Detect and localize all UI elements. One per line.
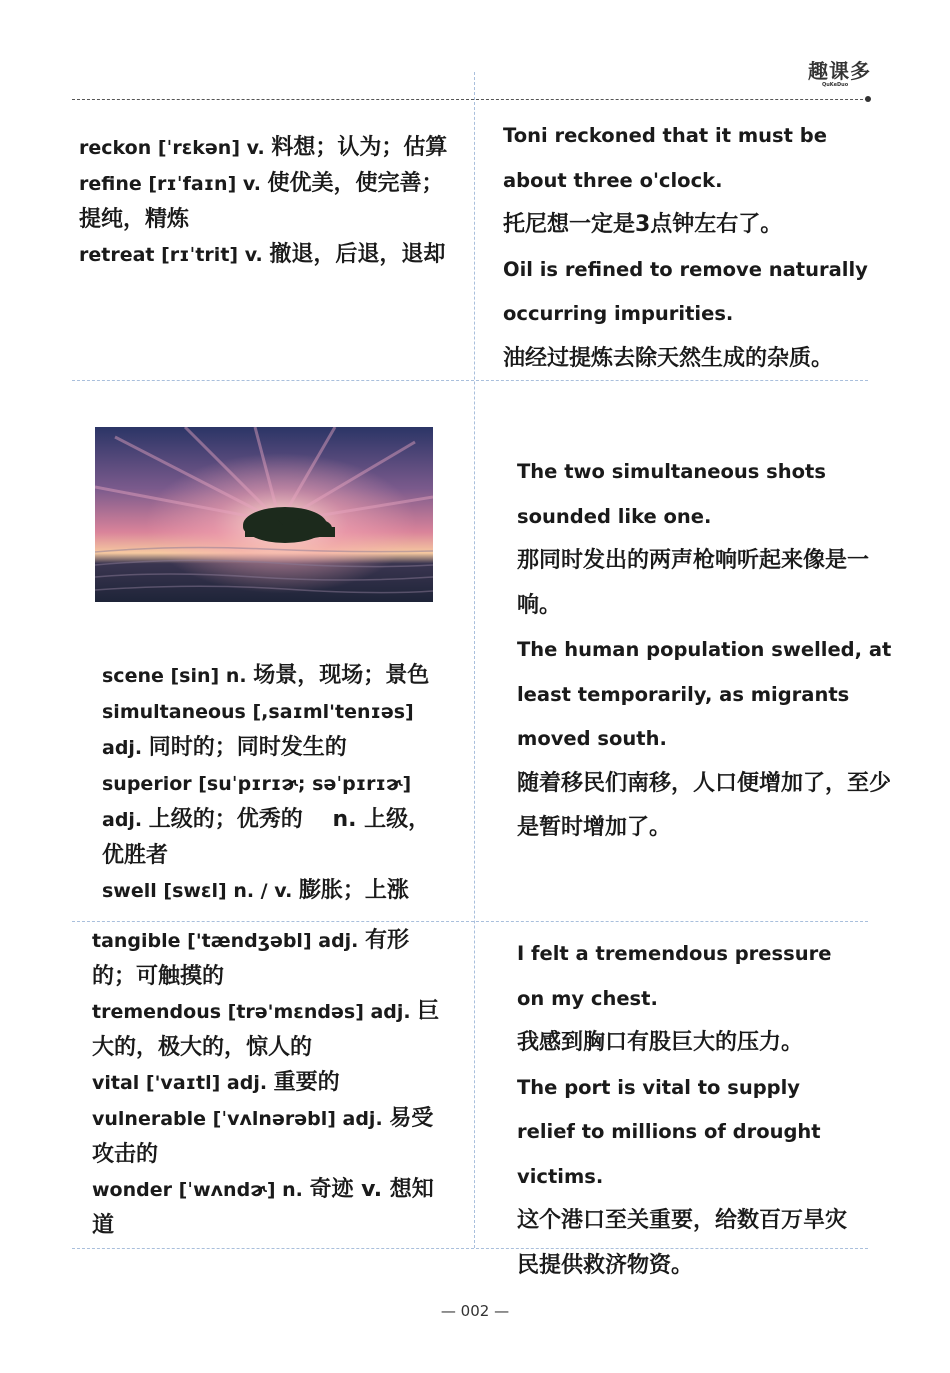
sentence-cell-1 [503,114,873,381]
vocab-meaning: 奇迹 v. 想知道 [92,1177,434,1238]
header-divider-dot [865,96,871,102]
sentence-cell-3 [517,932,857,1288]
vocab-word: tremendous [trə'mɛndəs] adj. [92,1001,418,1023]
vocab-entry [79,237,464,273]
sunset-illustration [95,427,433,602]
vocab-meaning: 料想；认为；估算 [271,135,448,160]
vocab-entry [92,1065,447,1101]
example-sentence: Oil is refined to remove naturally occurring impurities. [503,257,868,325]
vocab-meaning: 使优美，使完善；提纯，精炼 [79,171,444,232]
vocab-meaning: 上级的；优秀的 n. 上级，优胜者 [102,807,431,868]
vocab-meaning: 膨胀；上涨 [298,878,409,903]
vocab-word: superior [suˈpɪrɪɚ; səˈpɪrɪɚ] adj. [102,773,412,831]
vocab-entry [102,658,452,694]
sunset-photo [95,427,433,602]
vocab-meaning: 巨大的，极大的，惊人的 [92,999,440,1060]
sentence-translation: 随着移民们南移，人口便增加了，至少是暂时增加了。 [517,770,892,840]
vocab-word: vulnerable [ˈvʌlnərəbl] adj. [92,1108,390,1130]
vocab-cell-1 [79,130,464,273]
example-sentence: Toni reckoned that it must be about three o'clock. [503,124,827,192]
column-divider [474,72,475,1248]
vocab-entry [92,1101,447,1172]
sentence-translation: 我感到胸口有股巨大的压力。 [517,1030,804,1055]
logo-subtext: QuKeDuo [822,82,849,88]
vocab-word: refine [rɪˈfaɪn] v. [79,173,268,195]
vocab-meaning: 有形的；可触摸的 [92,928,410,989]
vocab-meaning: 场景，现场；景色 [253,663,430,688]
sentence-cell-2 [517,450,892,851]
page-number: — 002 — [440,1302,510,1320]
vocab-word: wonder [ˈwʌndɚ] n. [92,1179,310,1201]
vocab-word: reckon [ˈrɛkən] v. [79,137,272,159]
sentence-translation: 那同时发出的两声枪响听起来像是一响。 [517,548,870,618]
vocab-cell-2 [102,658,452,909]
vocab-meaning: 重要的 [273,1070,340,1095]
example-sentence: The port is vital to supply relief to millions of drought victims. [517,1075,821,1188]
vocab-entry [102,873,452,909]
vocab-cell-3 [92,923,447,1243]
vocab-word: tangible ['tændʒəbl] adj. [92,930,366,952]
vocab-word: scene [sin] n. [102,665,254,687]
example-sentence: I felt a tremendous pressure on my chest. [517,942,832,1010]
vocab-word: simultaneous [,saɪml'tenɪəs] adj. [102,701,414,759]
logo-text: 趣课多 [808,59,871,83]
header-divider [72,99,868,100]
example-sentence: The human population swelled, at least temporarily, as migrants moved south. [517,638,892,750]
sentence-translation: 这个港口至关重要，给数百万旱灾民提供救济物资。 [517,1208,848,1278]
sentence-translation: 托尼想一定是3点钟左右了。 [503,212,783,237]
vocab-entry [92,994,447,1065]
vocab-meaning: 同时的；同时发生的 [148,735,347,760]
vocab-word: vital ['vaɪtl] adj. [92,1072,274,1094]
brand-logo [808,60,872,92]
row-divider-2 [72,921,868,922]
vocab-meaning: 撤退，后退，退却 [269,242,446,267]
vocab-word: retreat [rɪˈtrit] v. [79,244,270,266]
vocab-entry [79,130,464,166]
sentence-translation: 油经过提炼去除天然生成的杂质。 [503,345,834,371]
vocab-word: swell [swɛl] n. / v. [102,880,299,902]
vocab-meaning: 易受攻击的 [92,1106,434,1167]
vocab-entry [102,766,452,873]
vocab-entry [92,923,447,994]
vocab-entry [102,694,452,766]
vocab-entry [79,166,464,237]
example-sentence: The two simultaneous shots sounded like one. [517,460,826,528]
vocab-entry [92,1172,447,1243]
